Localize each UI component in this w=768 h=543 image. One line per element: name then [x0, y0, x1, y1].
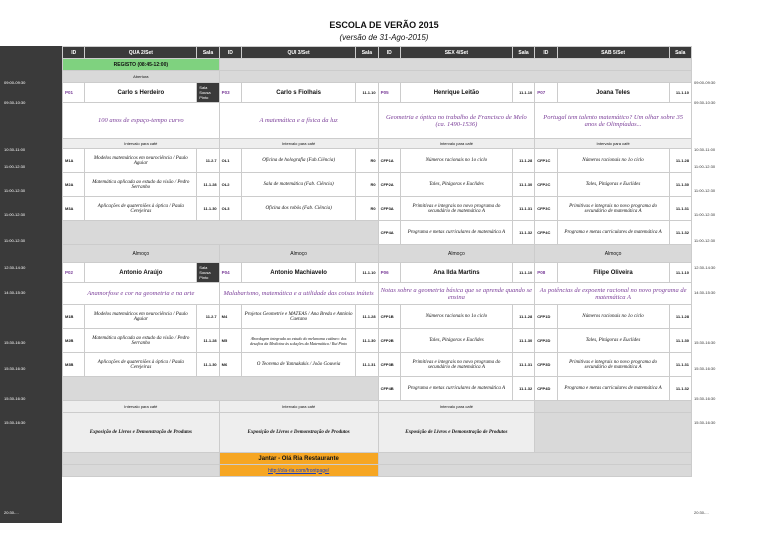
plenary-room: Sala Sousa Pinto [197, 83, 219, 103]
session-code: M2B [63, 329, 85, 353]
time-label: 09:00-09:30 [694, 80, 716, 85]
session-room: 11.1.28 [669, 149, 692, 173]
time-label: 12:30-14:30 [694, 265, 716, 270]
plenary-id: P03 [219, 83, 241, 103]
session-title: Primitivas e integrais no novo programa do secundário de matemática A [557, 197, 669, 221]
time-label: 09:30-10:30 [4, 100, 26, 105]
workshop-row [63, 221, 692, 245]
workshop-row [63, 305, 692, 329]
workshop-row [63, 173, 692, 197]
plenary-room: 11.1.10 [356, 263, 378, 283]
session-title: Modelos matemáticos em neurociência / Paulo Aguiar [85, 305, 197, 329]
session-room: 11.1.31 [512, 197, 534, 221]
plenary-speaker: Henrique Leitão [400, 83, 512, 103]
time-label: 15:30-16:30 [694, 366, 716, 371]
registo-banner: REGISTO (08:45-12:00) [63, 59, 220, 71]
session-code: M5 [219, 329, 241, 353]
day-header-row [63, 47, 692, 59]
time-label: 15:30-16:30 [4, 396, 26, 401]
session-title: Primitivas e integrais no novo programa do secundário de matemática A [400, 197, 512, 221]
session-room: 11.1.30 [669, 329, 692, 353]
plenary-id: P07 [535, 83, 557, 103]
session-title: Números racionais no 1o ciclo [400, 305, 512, 329]
plenary-speaker: Carlo s Fiolhais [242, 83, 356, 103]
time-label: 09:00-09:30 [4, 80, 26, 85]
coffee-break: Intervalo para café [535, 139, 692, 149]
session-title: Tales, Pitágoras e Euclides [400, 329, 512, 353]
id-header: ID [535, 47, 557, 59]
id-header: ID [219, 47, 241, 59]
session-room: 11.1.32 [669, 377, 692, 401]
blank [63, 453, 220, 465]
session-room: 11.1.32 [512, 377, 534, 401]
day-header: SAB 5/Set [557, 47, 669, 59]
plenary-id: P04 [219, 263, 241, 283]
session-room: 11.1.30 [669, 173, 692, 197]
plenary-title: Anamorfose e cor na geometria e na arte [63, 283, 220, 305]
session-title: Tales, Pitágoras e Euclides [557, 173, 669, 197]
session-title: Tales, Pitágoras e Euclides [400, 173, 512, 197]
blank [535, 401, 692, 413]
page-title: ESCOLA DE VERÃO 2015 [329, 20, 439, 30]
session-room: 11.1.32 [512, 221, 534, 245]
blank [63, 221, 379, 245]
plenary-title: Geometria e óptica no trabalho de Francisco de Melo (ca. 1490-1536) [378, 103, 535, 139]
session-room: 11.1.30 [197, 197, 219, 221]
lunch: Almoço [378, 245, 535, 263]
session-code: CFP4A [378, 221, 400, 245]
time-label: 20:30-... [694, 510, 709, 515]
coffee-break: Intervalo para café [63, 139, 220, 149]
session-code: CFP1A [378, 149, 400, 173]
time-label: 11:00-12:30 [694, 212, 716, 217]
session-room: 11.1.30 [197, 353, 219, 377]
workshop-row [63, 149, 692, 173]
session-code: M1A [63, 149, 85, 173]
session-code: M3A [63, 197, 85, 221]
abertura: Abertura [63, 71, 220, 83]
session-room: 11.1.31 [669, 353, 692, 377]
plenary-title: Portugal tem talento matemático? Um olhar sobre 35 anos de Olimpíadas... [535, 103, 692, 139]
session-code: CFP3B [378, 353, 400, 377]
session-title: Aplicações de quaterniões à óptica / Paula Cerejeiras [85, 197, 197, 221]
time-label: 15:30-16:30 [4, 420, 26, 425]
session-room: 11.1.30 [356, 329, 378, 353]
time-label: 11:00-12:30 [4, 212, 26, 217]
session-room: 11.1.31 [356, 353, 378, 377]
time-label: 11:00-12:30 [694, 188, 716, 193]
lunch: Almoço [63, 245, 220, 263]
time-label: 15:30-16:30 [4, 366, 26, 371]
session-room: R0 [356, 197, 378, 221]
plenary-id: P02 [63, 263, 85, 283]
session-room: 11.1.28 [512, 149, 534, 173]
time-label: 11:00-12:30 [4, 188, 26, 193]
session-room: 11.1.28 [197, 329, 219, 353]
blank [219, 71, 691, 83]
session-title: Programa e metas curriculares de matemática A [557, 221, 669, 245]
session-code: CFP3A [378, 197, 400, 221]
blank [219, 59, 691, 71]
plenary-room: 11.1.10 [669, 83, 692, 103]
session-title: Programa e metas curriculares de matemática A [400, 221, 512, 245]
plenary-am-row [63, 83, 692, 103]
session-title: Matemática aplicada ao estudo da visão / Pedro Serranho [85, 329, 197, 353]
time-label: 11:00-12:30 [694, 164, 716, 169]
session-code: M4 [219, 305, 241, 329]
workshop-row [63, 377, 692, 401]
session-room: R0 [356, 149, 378, 173]
session-room: 11.1.31 [669, 197, 692, 221]
session-room: 11.2.7 [197, 305, 219, 329]
plenary-pm-title-row [63, 283, 692, 305]
plenary-speaker: Ana Ilda Martins [400, 263, 512, 283]
version-subtitle: (versão de 31-Ago-2015) [339, 33, 429, 42]
session-title: Abordagem integrada ao estudo do melanoma cutâneo: dos desafios da Medicina às soluções da Matemática / Rui Pinto [242, 329, 356, 353]
session-code: CFP1C [535, 149, 557, 173]
book-exhibition: Exposição de Livros e Demonstração de Produtos [378, 413, 535, 453]
day-header: QUA 2/Set [85, 47, 197, 59]
session-code: M3B [63, 353, 85, 377]
time-label: 15:30-16:30 [694, 396, 716, 401]
session-title: Matemática aplicada ao estudo da visão / Pedro Serranho [85, 173, 197, 197]
time-label: 09:30-10:30 [694, 100, 716, 105]
plenary-room: 11.1.10 [512, 263, 534, 283]
session-title: Números racionais no 1o ciclo [557, 149, 669, 173]
session-code: CFP3D [535, 353, 557, 377]
session-title: Modelos matemáticos em neurociência / Paulo Aguiar [85, 149, 197, 173]
coffee-break: Intervalo para café [219, 401, 378, 413]
time-label: 10:30-11:00 [694, 147, 716, 152]
session-title: Primitivas e integrais no novo programa do secundário de matemática A [557, 353, 669, 377]
plenary-speaker: Antonio Machiavelo [242, 263, 356, 283]
session-room: 11.1.32 [669, 221, 692, 245]
plenary-title: As potências de expoente racional no novo programa de matemática A [535, 283, 692, 305]
session-title: Oficina de holografia (Fab.Ciência) [242, 149, 356, 173]
session-title: Programa e metas curriculares de matemática A [557, 377, 669, 401]
blank [378, 453, 691, 465]
time-label: 11:00-12:30 [4, 164, 26, 169]
plenary-speaker: Antonio Araújo [85, 263, 197, 283]
id-header: ID [63, 47, 85, 59]
day-header: QUI 3/Set [242, 47, 356, 59]
session-code: OL2 [219, 173, 241, 197]
id-header: ID [378, 47, 400, 59]
plenary-speaker: Joana Teles [557, 83, 669, 103]
sala-header: Sala [356, 47, 378, 59]
plenary-am-title-row [63, 103, 692, 139]
session-title: Números racionais no 1o ciclo [557, 305, 669, 329]
blank [63, 465, 220, 477]
coffee-break: Intervalo para café [63, 401, 220, 413]
time-label: 14:30-15:30 [694, 290, 716, 295]
session-code: CFP2C [535, 173, 557, 197]
plenary-id: P05 [378, 83, 400, 103]
session-title: Primitivas e integrais no novo programa do secundário de matemática A [400, 353, 512, 377]
plenary-id: P06 [378, 263, 400, 283]
plenary-title: 100 anos de espaço-tempo curvo [63, 103, 220, 139]
book-exhibition: Exposição de Livros e Demonstração de Produtos [63, 413, 220, 453]
time-label: 11:00-12:30 [694, 238, 716, 243]
time-label: 14:30-15:30 [4, 290, 26, 295]
session-code: CFP2A [378, 173, 400, 197]
session-room: 11.2.7 [197, 149, 219, 173]
session-title: Oficina dos robôs (Fab. Ciência) [242, 197, 356, 221]
time-label: 15:30-16:30 [694, 420, 716, 425]
session-code: M6 [219, 353, 241, 377]
session-room: 11.1.31 [512, 353, 534, 377]
workshop-row [63, 353, 692, 377]
day-header: SEX 4/Set [400, 47, 512, 59]
blank [378, 465, 691, 477]
workshop-row [63, 197, 692, 221]
session-title: Números racionais no 1o ciclo [400, 149, 512, 173]
plenary-id: P08 [535, 263, 557, 283]
lunch: Almoço [535, 245, 692, 263]
session-title: Sala de matemática (Fab. Ciência) [242, 173, 356, 197]
lunch: Almoço [219, 245, 378, 263]
session-room: 11.1.30 [512, 173, 534, 197]
time-label: 11:00-12:30 [4, 238, 26, 243]
session-room: 11.1.28 [356, 305, 378, 329]
plenary-speaker: Carlo s Herdeiro [85, 83, 197, 103]
session-room: 11.1.28 [669, 305, 692, 329]
session-title: Tales, Pitágoras e Euclides [557, 329, 669, 353]
session-title: Aplicações de quaterniões à óptica / Paula Cerejeiras [85, 353, 197, 377]
dinner-link[interactable]: http://ola-ria.com/frontpage/ [219, 465, 378, 477]
session-code: M1B [63, 305, 85, 329]
plenary-room: 11.1.10 [512, 83, 534, 103]
sala-header: Sala [512, 47, 534, 59]
session-room: R0 [356, 173, 378, 197]
plenary-room: 11.1.10 [669, 263, 692, 283]
plenary-id: P01 [63, 83, 85, 103]
plenary-title: Notas sobre a geometria básica que se aprende quando se ensina [378, 283, 535, 305]
plenary-title: Malabarismo, matemática e a utilidade das coisas inúteis [219, 283, 378, 305]
session-code: CFP4C [535, 221, 557, 245]
time-label: 12:30-14:30 [4, 265, 26, 270]
session-code: OL3 [219, 197, 241, 221]
sala-header: Sala [197, 47, 219, 59]
dinner-banner: Jantar - Olá Ria Restaurante [219, 453, 378, 465]
session-code: M2A [63, 173, 85, 197]
session-room: 11.1.30 [512, 329, 534, 353]
plenary-room: 11.1.10 [356, 83, 378, 103]
coffee-break: Intervalo para café [378, 139, 535, 149]
session-title: Programa e metas curriculares de matemática A [400, 377, 512, 401]
session-room: 11.1.28 [512, 305, 534, 329]
session-code: CFP2B [378, 329, 400, 353]
session-code: CFP2D [535, 329, 557, 353]
session-code: CFP1D [535, 305, 557, 329]
session-code: CFP4B [378, 377, 400, 401]
session-room: 11.1.28 [197, 173, 219, 197]
schedule-table [62, 46, 692, 477]
plenary-pm-row [63, 263, 692, 283]
time-label: 15:30-16:30 [4, 340, 26, 345]
blank [535, 413, 692, 453]
plenary-title: A matemática e a física da luz [219, 103, 378, 139]
session-code: CFP3C [535, 197, 557, 221]
sala-header: Sala [669, 47, 692, 59]
session-code: CFP1B [378, 305, 400, 329]
coffee-break: Intervalo para café [219, 139, 378, 149]
workshop-row [63, 329, 692, 353]
session-title: O Teorema de Yannakakis / João Gouveia [242, 353, 356, 377]
session-code: CFP4D [535, 377, 557, 401]
time-label: 15:30-16:30 [694, 340, 716, 345]
plenary-speaker: Filipe Oliveira [557, 263, 669, 283]
plenary-room: Sala Sousa Pinto [197, 263, 219, 283]
time-column [0, 46, 62, 523]
blank [63, 377, 379, 401]
book-exhibition: Exposição de Livros e Demonstração de Produtos [219, 413, 378, 453]
session-code: OL1 [219, 149, 241, 173]
time-label: 20:30-... [4, 510, 19, 515]
time-label: 10:30-11:00 [4, 147, 26, 152]
coffee-break: Intervalo para café [378, 401, 535, 413]
session-title: Projetos Geometrie e MATEAS / Ana Breda e António Caetano [242, 305, 356, 329]
